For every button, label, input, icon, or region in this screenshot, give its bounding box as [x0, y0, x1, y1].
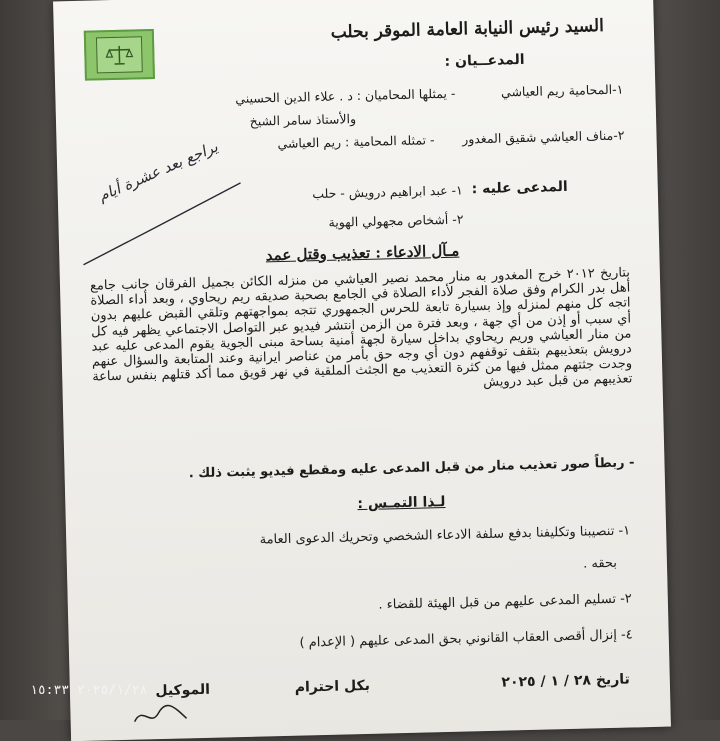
defendant-2: ٢- أشخاص مجهولي الهوية [328, 211, 463, 229]
photo-timestamp: ٢٠٢٥/١/٢٨ ١٥:٣٣ [30, 683, 147, 698]
signature-scribble [130, 700, 191, 731]
requests-label: لـذا التمـس : [357, 494, 445, 512]
plaintiffs-label: المدعــيان : [444, 52, 524, 70]
document-content [53, 0, 671, 741]
footer-date: تاريخ ٢٨ / ١ / ٢٠٢٥ [501, 672, 630, 691]
request-4: ٤- إنزال أقصى العقاب القانوني بحق المدعى عليهم ( الإعدام ) [299, 627, 633, 650]
case-subject: مـآل الادعاء : تعذيب وقتل عمد [266, 242, 460, 265]
request-1-cont: بحقه . [583, 556, 617, 572]
request-2: ٢- تسليم المدعى عليهم من قبل الهيئة للقضاء . [378, 591, 632, 612]
plaintiff-1-representatives: - يمثلها المحاميان : د . علاء الدين الحسيني [235, 86, 455, 106]
request-1: ١- تنصيبنا وتكليفنا بدفع سلفة الادعاء الشخصي وتحريك الدعوى العامة [259, 524, 630, 548]
plaintiff-2-representative: - تمثله المحامية : ريم العياشي [277, 132, 434, 151]
plaintiff-1-representative-2: والأستاذ سامر الشيخ [249, 111, 356, 129]
document-paper [53, 0, 671, 741]
evidence-note: - ربطاً صور تعذيب منار من قبل المدعى عليه ومقطع فيديو يثبت ذلك . [189, 455, 635, 481]
document-heading: السيد رئيس النيابة العامة الموقر بحلب [330, 16, 604, 43]
handwritten-stroke [75, 175, 247, 269]
plaintiff-2: ٢-مناف العياشي شقيق المغدور [462, 128, 625, 147]
footer-regards: بكل احترام [295, 678, 371, 696]
handwritten-note: يراجع بعد عشرة أيام [96, 138, 221, 205]
footer-agents: الموكيل [155, 682, 210, 699]
plaintiff-1: ١-المحامية ريم العياشي [501, 82, 624, 100]
defendant-1: ١- عبد ابراهيم درويش - حلب [312, 182, 463, 201]
case-body-paragraph: بتاريخ ٢٠١٢ خرج المغدور به منار محمد نصير العياشي من منزله الكائن بجميل الفرقان جانب جامع أهل بدر الكرام وفق صلاة الفجر لأداء الصلاة في الجامع بصحبة صديقه ريم ريحاوي ، وبعد أداء الصلاة اتجه كل منهم لمنزله وإذ بسيارة تابعة للحرس الجمهوري تتجه بمواجهتهم وتلقي القبض عليهم بدون أي سبب أو إذن من أي جهة ، وبعد فترة من الزمن انتشر فيديو عبر التواصل الاجتماعي يظهر فيه كل من منار العياشي وريم ريحاوي بداخل سيارة لجهة أمنية بساحة مبنى الجوية يقوم المدعى عليه عبد درويش بتعذيبهم بتقف توقفهم دون أي وجه حق بأمر من عناصر ايرانية وعند المتابعة والسؤال عنهم وجدت جثتهم ممثل فيها من كثرة التعذيب مع الجثث الملقية في نهر قويق مما أكد قتلهم بنفس ساعة تعذيبهم من قبل عبد درويش [90, 265, 633, 400]
scales-of-justice-icon [96, 36, 143, 73]
defendants-label: المدعى عليه : [471, 179, 567, 197]
revenue-stamp [84, 29, 155, 81]
